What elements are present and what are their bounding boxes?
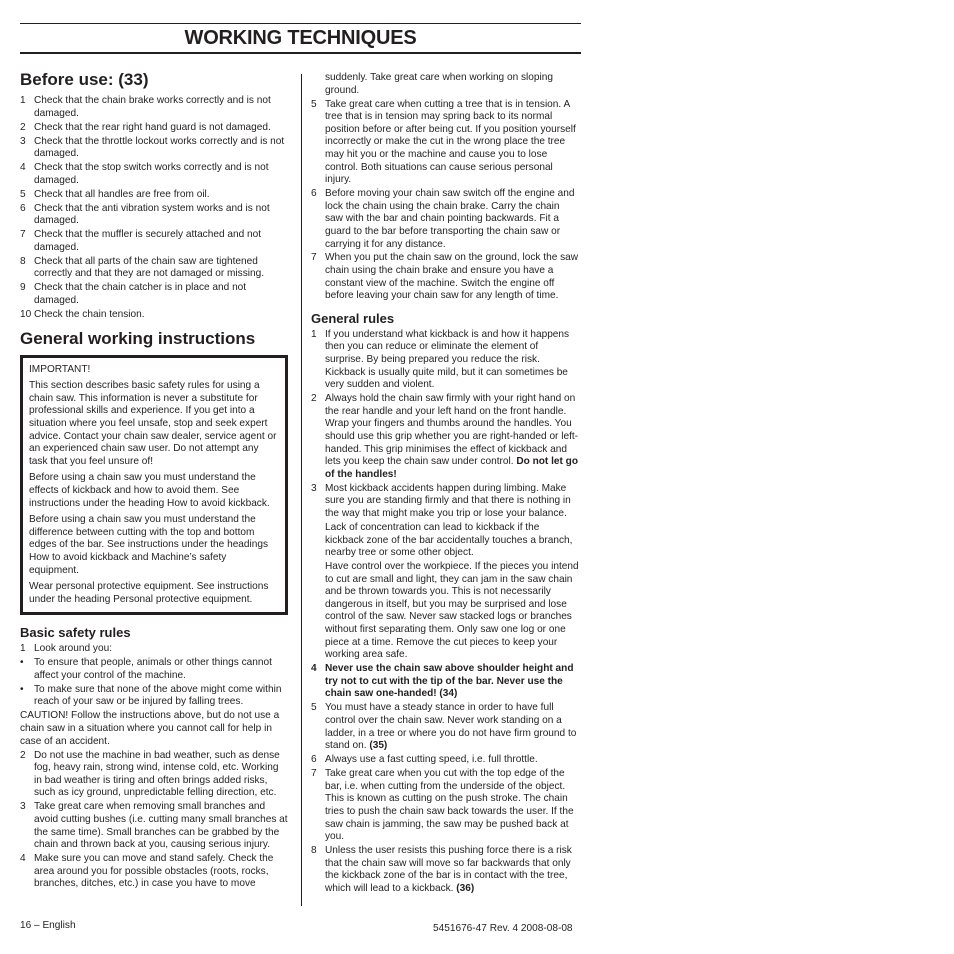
document-revision: 5451676-47 Rev. 4 2008-08-08 (433, 923, 573, 934)
list-item: 6 Check that the anti vibration system works and is not damaged. (20, 202, 270, 227)
list-item: 6 Always use a fast cutting speed, i.e. full throttle. (311, 754, 538, 766)
left-column (20, 70, 288, 892)
page-title: WORKING TECHNIQUES (184, 27, 417, 49)
list-item: 8 Unless the user resists this pushing force there is a risk that the chain saw will move so far backwards that only the kickback zone of the bar is in contact with the tree, which will lead to a kickback. (36) (311, 845, 572, 894)
important-paragraph: Before using a chain saw you must understand the effects of kickback and how to avoid them. See instructions under the heading How to avoid kickback. (29, 472, 270, 509)
bullet-item: • To ensure that people, animals or other things cannot affect your control of the machine. (20, 657, 272, 681)
page-number: 16 – English (20, 920, 76, 931)
before-use-list (20, 95, 288, 322)
list-item: 7 Check that the muffler is securely attached and not damaged. (20, 229, 262, 253)
list-item: 3 Check that the throttle lockout works correctly and is not damaged. (20, 135, 285, 160)
list-item: 2 Always hold the chain saw firmly with your right hand on the rear handle and your left hand on the front handle. Wrap your fingers and thumbs around the handles. You should use this grip whether you are right-handed or left-handed. This grip minimises the effect of kickback and lets you keep the chain saw under control. Do not let go of the handles! (311, 393, 579, 480)
list-item: 3 Take great care when removing small branches and avoid cutting bushes (i.e. cutting many small branches at the same time). Small branches can be grabbed by the chain and thrown back at you, causing serious injury. (20, 801, 288, 851)
right-column (311, 72, 579, 897)
general-working-heading: General working instructions (20, 328, 256, 348)
list-item: 10 Check the chain tension. (20, 309, 145, 321)
before-use-heading: Before use: (33) (20, 70, 149, 89)
important-paragraph: This section describes basic safety rules for using a chain saw. This information is never a substitute for professional skills and experience. If you get into a situation where you feel unsafe, stop and seek expert advice. Contact your chain saw dealer, service agent or an experienced chain saw user. Do not attempt any task that you feel unsure of! (29, 380, 277, 467)
list-item: 4 Check that the stop switch works correctly and is not damaged. (20, 162, 269, 186)
list-item: 2 Check that the rear right hand guard is not damaged. (20, 121, 271, 133)
list-item-continued: suddenly. Take great care when working on sloping ground. (325, 72, 553, 96)
list-item: 8 Check that all parts of the chain saw are tightened correctly and that they are not damaged or missing. (20, 255, 265, 280)
header-rule-bottom (20, 52, 581, 54)
list-item: 4 Never use the chain saw above shoulder height and try not to cut with the tip of the bar. Never use the chain saw one-handed! (34) (311, 663, 574, 700)
list-item: 1 Look around you: (20, 643, 113, 655)
column-divider (301, 74, 302, 906)
list-item-paragraph: Lack of concentration can lead to kickback if the kickback zone of the bar accidentally touches a branch, nearby tree or some other object. (325, 521, 573, 559)
header-rule-top (20, 23, 581, 24)
important-paragraph: Wear personal protective equipment. See instructions under the heading Personal protective equipment. (29, 581, 269, 605)
list-item: 3 Most kickback accidents happen during limbing. Make sure you are standing firmly and that there is nothing in the way that might make you trip or lose your balance. (311, 482, 571, 519)
list-item: 2 Do not use the machine in bad weather, such as dense fog, heavy rain, strong wind, intense cold, etc. Working in bad weather is tiring and often brings added risks, such as icy ground, unpredictable felling direction, etc. (20, 749, 280, 799)
list-item: 4 Make sure you can move and stand safely. Check the area around you for possible obstacles (roots, rocks, branches, ditches, etc.) in case you have to move (20, 853, 274, 890)
list-item: 5 You must have a steady stance in order to have full control over the chain saw. Never work standing on a ladder, in a tree or where you do not have firm ground to stand on. (35) (311, 702, 577, 752)
caution-text: CAUTION! Follow the instructions above, but do not use a chain saw in a situation where you cannot call for help in case of an accident. (20, 710, 280, 747)
important-label: IMPORTANT! (29, 363, 91, 375)
list-item: 5 Take great care when cutting a tree that is in tension. A tree that is in tension may spring back to its normal position before or after being cut. If you position yourself incorrectly or make the cut in the wrong place the tree may hit you or the machine and cause you to lose control. Both situations can cause serious personal injury. (311, 98, 576, 186)
list-item: 1 If you understand what kickback is and how it happens then you can reduce or eliminate the element of surprise. By being prepared you reduce the risk. Kickback is usually quite mild, but it can sometimes be very sudden and violent. (311, 328, 570, 391)
general-rules-heading: General rules (311, 310, 395, 326)
list-item: 5 Check that all handles are free from oil. (20, 188, 210, 200)
list-item: 7 Take great care when you cut with the top edge of the bar, i.e. when cutting from the underside of the object. This is known as cutting on the push stroke. The chain tries to push the chain saw back towards the user. If the saw chain is jamming, the saw may be pushed back at you. (311, 768, 574, 843)
list-item: 6 Before moving your chain saw switch off the engine and lock the chain using the chain brake. Carry the chain saw with the bar and chain pointing backwards. Fit a guard to the bar before transporting the chain saw or carrying it for any distance. (311, 188, 575, 250)
list-item: 7 When you put the chain saw on the ground, lock the saw chain using the chain brake and ensure you have a constant view of the machine. Switch the engine off before leaving your chain saw for any length of time. (311, 252, 579, 302)
list-item-paragraph: Have control over the workpiece. If the pieces you intend to cut are small and light, they can jam in the saw chain and be thrown towards you. This is not necessarily dangerous in itself, but you may be surprised and lose control of the saw. Never saw stacked logs or branches without first separating them. Only saw one log or one piece at a time. Remove the cut pieces to keep your working area safe. (325, 561, 579, 661)
important-paragraph: Before using a chain saw you must understand the difference between cutting with the top and bottom edges of the bar. See instructions under the headings How to avoid kickback and Machine’s safety equipment. (29, 514, 269, 576)
important-notice-box (20, 355, 288, 616)
list-item: 9 Check that the chain catcher is in place and not damaged. (20, 282, 247, 307)
basic-safety-heading: Basic safety rules (20, 625, 131, 641)
list-item: 1 Check that the chain brake works correctly and is not damaged. (20, 95, 271, 119)
bullet-item: • To make sure that none of the above might come within reach of your saw or be injured by falling trees. (20, 683, 282, 708)
